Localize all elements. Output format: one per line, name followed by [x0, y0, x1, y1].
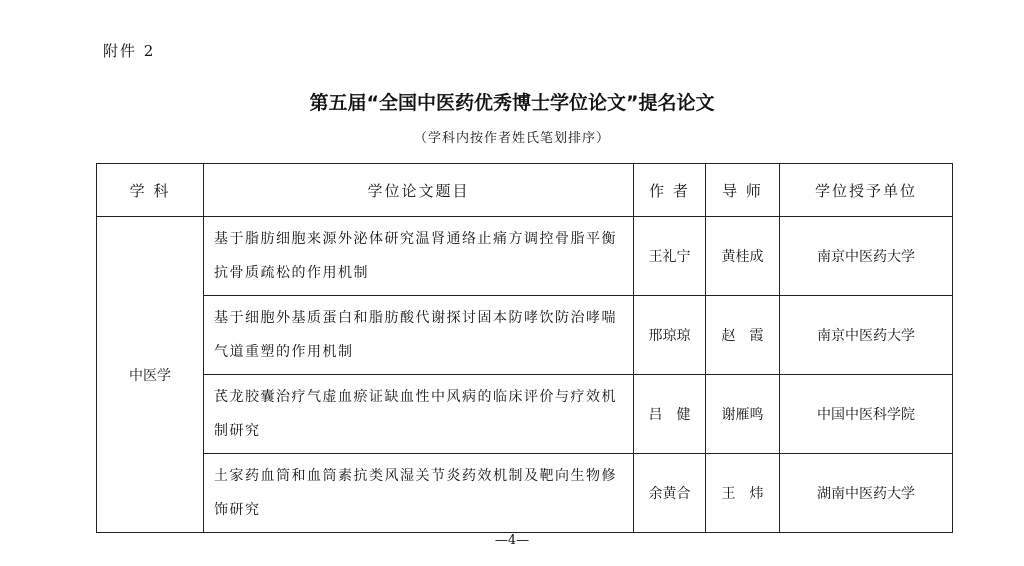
institution-cell: 南京中医药大学: [780, 217, 953, 296]
page-number: —4—: [494, 533, 530, 548]
table-row: [97, 375, 953, 454]
advisor-cell: 王 炜: [706, 454, 780, 533]
nomination-table: [96, 163, 953, 533]
advisor-cell: 黄桂成: [706, 217, 780, 296]
author-cell: 吕 健: [634, 375, 706, 454]
author-cell: 余黄合: [634, 454, 706, 533]
table-row: [97, 454, 953, 533]
author-cell: 王礼宁: [634, 217, 706, 296]
institution-cell: 南京中医药大学: [780, 296, 953, 375]
advisor-cell: 谢雁鸣: [706, 375, 780, 454]
table-header-row: [97, 164, 953, 217]
author-cell: 邢琼琼: [634, 296, 706, 375]
thesis-title-cell: 土家药血筒和血筒素抗类风湿关节炎药效机制及靶向生物修饰研究: [204, 454, 634, 533]
institution-cell: 湖南中医药大学: [780, 454, 953, 533]
page-title: 第五届“全国中医药优秀博士学位论文”提名论文: [309, 92, 715, 114]
advisor-cell: 赵 霞: [706, 296, 780, 375]
table-row: [97, 217, 953, 296]
thesis-title-cell: 芪龙胶囊治疗气虚血瘀证缺血性中风病的临床评价与疗效机制研究: [204, 375, 634, 454]
header-subject: 学 科: [97, 164, 204, 217]
attachment-label: 附件 2: [103, 42, 156, 60]
subject-cell: 中医学: [97, 217, 204, 533]
header-thesis-title: 学位论文题目: [204, 164, 634, 217]
page-subtitle: （学科内按作者姓氏笔划排序）: [413, 131, 610, 146]
thesis-title-cell: 基于细胞外基质蛋白和脂肪酸代谢探讨固本防哮饮防治哮喘气道重塑的作用机制: [204, 296, 634, 375]
institution-cell: 中国中医科学院: [780, 375, 953, 454]
header-advisor: 导 师: [706, 164, 780, 217]
header-institution: 学位授予单位: [780, 164, 953, 217]
header-author: 作 者: [634, 164, 706, 217]
table-row: [97, 296, 953, 375]
thesis-title-cell: 基于脂肪细胞来源外泌体研究温肾通络止痛方调控骨脂平衡抗骨质疏松的作用机制: [204, 217, 634, 296]
